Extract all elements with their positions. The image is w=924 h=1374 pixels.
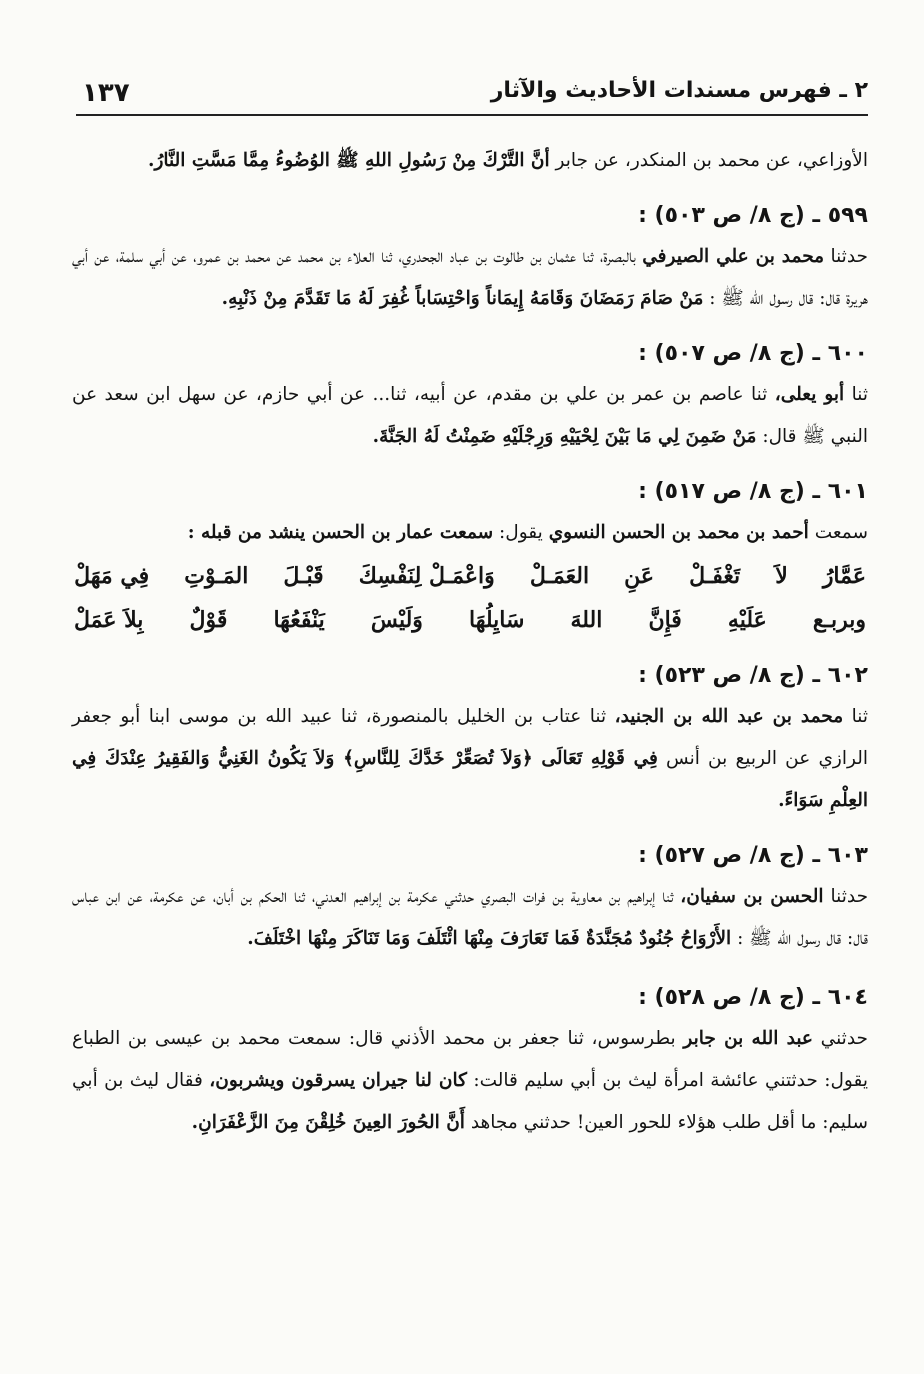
entry-heading-600: ٦٠٠ ـ (ج ٨/ ص ٥٠٧) :: [638, 341, 868, 366]
verse-word: يَنْفَعُهَا: [273, 607, 325, 633]
isnad-text: بالبصرة، ثنا عثمان بن طالوت بن عباد الجحدري، ثنا العلاء بن محمد عن محمد بن عمرو، عن أبي سلمة، عن أبي هريرة قال: قال رسول الله ﷺ :: [72, 246, 868, 309]
narrator-name: محمد بن عبد الله بن الجنيد،: [614, 706, 844, 727]
entry-pre: حدثنا: [830, 886, 868, 907]
verse-word: قَبْـلَ: [283, 563, 324, 589]
page-body: [72, 140, 868, 1144]
hadith-text: فِي قَوْلِهِ تَعَالَى ﴿وَلاَ تُصَعِّرْ خَدَّكَ لِلنَّاسِ﴾ وَلاَ يَكُونُ الغَنِيُّ وَالفَقِيرُ عِنْدَكَ فِي العِلْمِ سَوَاءً.: [72, 748, 868, 811]
entry-heading-603: ٦٠٣ ـ (ج ٨/ ص ٥٢٧) :: [638, 843, 868, 868]
entry-text-601: [72, 512, 868, 554]
verse-word: العَمَـلْ: [529, 563, 590, 589]
poem-verse-1: [72, 554, 868, 598]
narrator-name: أحمد بن محمد بن الحسن النسوي: [548, 522, 809, 543]
verse-word: بِلاَ عَمَلْ: [74, 607, 144, 633]
hadith-text: مَنْ ضَمِنَ لِي مَا بَيْنَ لِحْيَيْهِ وَرِجْلَيْهِ ضَمِنْتُ لَهُ الجَنَّةَ.: [372, 426, 757, 447]
verse-word: عَنِ: [624, 563, 655, 589]
hadith-text: الأَرْوَاحُ جُنُودٌ مُجَنَّدَةٌ فَمَا تَعَارَفَ مِنْهَا ائْتَلَفَ وَمَا تَنَاكَرَ مِنْهَا اخْتَلَفَ.: [247, 928, 732, 949]
hadith-text: مَنْ صَامَ رَمَضَانَ وَقَامَهُ إِيمَاناً وَاحْتِسَاباً غُفِرَ لَهُ مَا تَقَدَّمَ مِنْ ذَنْبِهِ.: [221, 288, 704, 309]
verse-word: سَايِلُهَا: [468, 607, 525, 633]
entry-text-604: [72, 1018, 868, 1144]
carry-over-text: الأوزاعي، عن محمد بن المنكدر، عن جابر: [555, 150, 868, 171]
entry-heading-599: ٥٩٩ ـ (ج ٨/ ص ٥٠٣) :: [638, 203, 868, 228]
verse-word: قَوْلٌ: [189, 607, 228, 633]
verse-word: لاَ: [775, 563, 788, 589]
verse-word: فَإِنَّ: [648, 607, 682, 633]
running-title: ٢ ـ فهرس مسندات الأحاديث والآثار: [490, 78, 868, 103]
verse-word: فِي مَهَلْ: [74, 563, 150, 589]
isnad-text-2: فقال ليث بن أبي سليم: ما أقل طلب هؤلاء للحور العين! حدثني مجاهد: [72, 1070, 868, 1133]
page-header: [76, 78, 868, 116]
entry-pre: ثنا: [851, 706, 868, 727]
isnad-text: ثنا عتاب بن الخليل بالمنصورة، ثنا عبيد الله بن موسى ابنا أبو جعفر الرازي عن الربيع بن أنس: [72, 706, 868, 769]
page-number: ١٣٧: [82, 78, 130, 108]
entry-pre: حدثنا: [830, 246, 868, 267]
isnad-text: بطرسوس، ثنا جعفر بن محمد الأذني قال: سمعت محمد بن عيسى بن الطباع يقول: حدثتني عائشة امرأة ليث بن أبي سليم قالت:: [72, 1028, 868, 1091]
carry-over-paragraph: [72, 140, 868, 182]
entry-heading-601: ٦٠١ ـ (ج ٨/ ص ٥١٧) :: [638, 479, 868, 504]
entry-pre: حدثني: [820, 1028, 868, 1049]
narrator-name: الحسن بن سفيان،: [680, 886, 824, 907]
entry-pre: سمعت: [814, 522, 868, 543]
poem-intro: سمعت عمار بن الحسن ينشد من قبله :: [187, 522, 494, 543]
carry-over-hadith: أنَّ التَّرْكَ مِنْ رَسُولِ اللهِ ﷺ الوُضُوءُ مِمَّا مَسَّتِ النَّارُ.: [148, 150, 550, 171]
verse-word: وَلَيْسَ: [370, 607, 423, 633]
verse-word: تَغْفَـلْ: [689, 563, 741, 589]
verse-word: المَـوْتِ: [184, 563, 249, 589]
narrator-name: أبو يعلى،: [774, 384, 845, 405]
verse-word: وبربـع: [812, 607, 866, 633]
isnad-text: ثنا عاصم بن عمر بن علي بن مقدم، عن أبيه، ثنا... عن أبي حازم، عن سهل ابن سعد عن النبي ﷺ قال:: [72, 384, 868, 447]
narration-bold: كان لنا جيران يسرقون ويشربون،: [209, 1070, 467, 1091]
entry-heading-604: ٦٠٤ ـ (ج ٨/ ص ٥٢٨) :: [638, 985, 868, 1010]
entry-text-600: [72, 374, 868, 458]
verse-word: عَلَيْهِ: [727, 607, 767, 633]
poem-verse-2: [72, 598, 868, 642]
entry-heading-602: ٦٠٢ ـ (ج ٨/ ص ٥٢٣) :: [638, 663, 868, 688]
verse-word: عَمَّارُ: [822, 563, 866, 589]
verse-word: وَاعْمَـلْ لِنَفْسِكَ: [358, 563, 495, 589]
entry-text-602: [72, 696, 868, 822]
narrator-name: عبد الله بن جابر: [683, 1028, 813, 1049]
entry-text-603: [72, 876, 868, 960]
narrator-name: محمد بن علي الصيرفي: [642, 246, 825, 267]
verse-word: اللهَ: [570, 607, 603, 633]
entry-pre: ثنا: [851, 384, 868, 405]
entry-text-599: [72, 236, 868, 320]
isnad-text: ثنا إبراهيم بن معاوية بن فرات البصري حدثني عكرمة بن إبراهيم العدني، ثنا الحكم بن أبان، عن عكرمة، عن ابن عباس قال: قال رسول الله ﷺ :: [72, 886, 868, 949]
hadith-text: أَنَّ الحُورَ العِينَ خُلِقْنَ مِنَ الزَّعْفَرَانِ.: [191, 1112, 465, 1133]
isnad-text: يقول:: [499, 522, 543, 543]
